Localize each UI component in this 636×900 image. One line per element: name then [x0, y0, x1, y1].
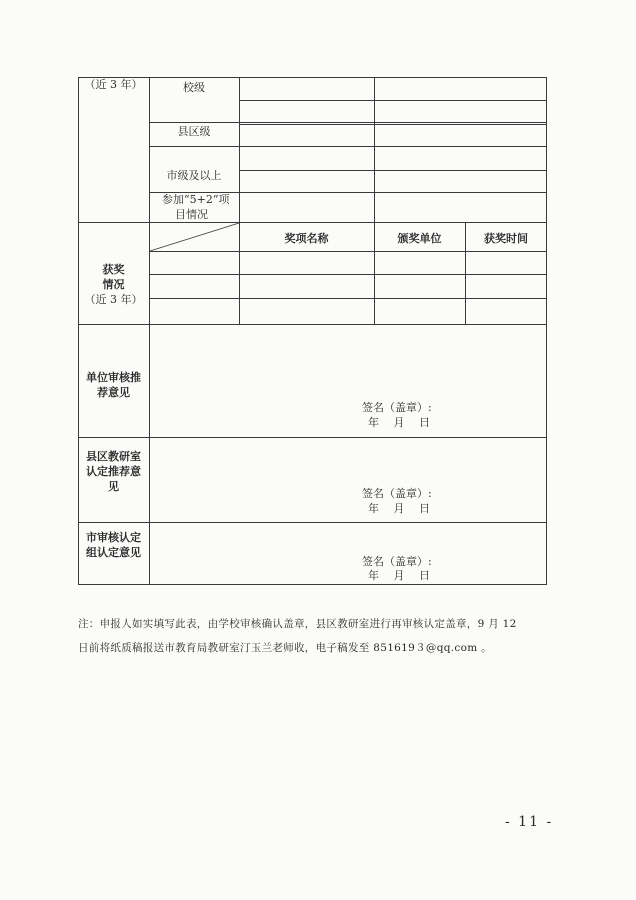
recent3-label: （近 3 年）: [84, 78, 143, 91]
row-line: [239, 170, 547, 171]
county-review-date: 年 月 日: [368, 502, 430, 515]
footnote: [78, 612, 570, 660]
table-border-left: [78, 77, 79, 585]
page-number: - 11 -: [505, 814, 554, 830]
county-review-sign: 签名（盖章）:: [362, 487, 432, 500]
county-review-label-line3: 见: [108, 480, 119, 493]
city-review-label-line1: 市审核认定: [86, 531, 141, 544]
diagonal-header-line: [149, 222, 240, 252]
footnote-line2: 日前将纸质稿报送市教育局教研室汀玉兰老师收，电子稿发至 851619３@qq.com 。: [78, 642, 492, 654]
table-border-right: [546, 77, 547, 585]
unit-review-label-line1: 单位审核推: [86, 371, 141, 384]
unit-review-label-line2: 荐意见: [97, 386, 130, 399]
section-line: [78, 522, 547, 523]
awards-label-line1: 获奖: [102, 263, 125, 276]
row-line: [149, 122, 547, 123]
level-city-label: 市级及以上: [166, 169, 222, 182]
project-label-line1: 参加“5+2”项: [162, 193, 230, 206]
awards-header-date: 获奖时间: [484, 232, 528, 245]
section-line: [78, 437, 547, 438]
awards-label-line3: （近 3 年）: [84, 293, 143, 306]
level-column-divider: [239, 77, 240, 222]
county-review-label-line1: 县区教研室: [86, 450, 141, 463]
level-column-divider-2: [374, 77, 375, 222]
awards-header-issuer: 颁奖单位: [397, 232, 442, 245]
level-school-label: 校级: [183, 81, 205, 94]
row-line: [239, 100, 547, 101]
label-column-divider: [149, 77, 150, 585]
city-review-sign: 签名（盖章）:: [362, 555, 432, 568]
row-line: [149, 146, 547, 147]
section-line: [78, 324, 547, 325]
awards-label-line2: 情况: [102, 278, 125, 291]
county-review-label-line2: 认定推荐意: [86, 465, 141, 478]
unit-review-sign: 签名（盖章）:: [362, 401, 432, 414]
level-county-label: 县区级: [177, 125, 211, 138]
row-line: [239, 124, 547, 125]
city-review-label-line2: 组认定意见: [86, 546, 141, 559]
project-label-line2: 目情况: [175, 208, 208, 221]
application-form-table: [78, 77, 547, 585]
unit-review-date: 年 月 日: [368, 416, 430, 429]
footnote-line1: 注：申报人如实填写此表，由学校审核确认盖章，县区教研室进行再审核认定盖章，9 月 12: [78, 618, 517, 630]
row-line: [149, 274, 547, 275]
city-review-date: 年 月 日: [368, 569, 430, 582]
awards-header-name: 奖项名称: [284, 232, 329, 245]
row-line: [149, 298, 547, 299]
